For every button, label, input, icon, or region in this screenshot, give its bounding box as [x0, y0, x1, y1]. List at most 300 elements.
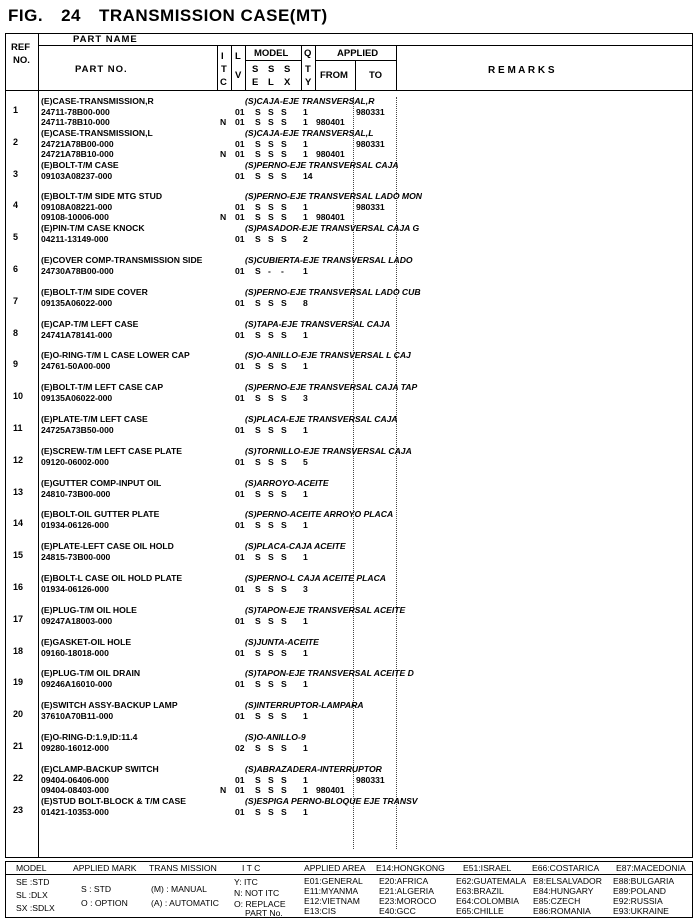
- qty-value: 14: [303, 170, 313, 181]
- ref-number: 23: [13, 804, 24, 815]
- area-code: E87:MACEDONIA: [616, 863, 686, 873]
- model-sx-value: S: [281, 425, 287, 435]
- part-number: 24810-73B00-000: [41, 488, 111, 499]
- part-number: 37610A70B11-000: [41, 711, 114, 722]
- area-code: E11:MYANMA: [304, 886, 359, 896]
- area-code: E8:ELSALVADOR: [533, 876, 602, 886]
- part-number: 09247A18003-000: [41, 615, 113, 626]
- model-sx-value: S: [281, 743, 287, 753]
- area-code: E62:GUATEMALA: [456, 876, 527, 886]
- part-number: 09404-06406-000: [41, 774, 109, 785]
- model-sl-value: S: [268, 170, 274, 181]
- model-sl-value: S: [268, 711, 274, 722]
- part-name-spanish: (S)INTERRUPTOR-LAMPARA: [245, 700, 364, 711]
- lv-value: 01: [235, 202, 245, 213]
- ref-number: 11: [13, 423, 23, 433]
- part-name-english: (E)COVER COMP-TRANSMISSION SIDE: [41, 255, 203, 265]
- part-name-english: (E)CLAMP-BACKUP SWITCH: [41, 763, 159, 774]
- part-line: [41, 520, 681, 531]
- model-sl-value: -: [268, 266, 271, 276]
- part-number: 24730A78B00-000: [41, 266, 114, 276]
- part-line: [41, 393, 681, 404]
- model-sl-value: S: [268, 743, 274, 753]
- area-code: E64:COLOMBIA: [456, 896, 520, 906]
- area-code: E86:ROMANIA: [533, 906, 591, 916]
- applied-from: 980401: [316, 784, 345, 795]
- table-row: [5, 129, 693, 161]
- table-row: [5, 542, 693, 574]
- model-se-value: S: [255, 425, 261, 435]
- table-row: [5, 288, 693, 320]
- ref-number: 19: [13, 677, 24, 688]
- lv-value: 01: [235, 615, 245, 626]
- figure-label: FIG.: [8, 6, 44, 25]
- ref-number: 18: [13, 645, 24, 656]
- qty-value: 1: [303, 212, 308, 223]
- part-line: [41, 711, 681, 722]
- part-number: 09280-16012-000: [41, 743, 109, 753]
- model-sl-value: S: [268, 234, 274, 245]
- model-sx-value: S: [281, 679, 287, 690]
- ref-number: 17: [13, 613, 24, 624]
- ref-number: 8: [13, 327, 19, 338]
- part-number: 24711-78B00-000: [41, 107, 110, 117]
- model-se-value: S: [255, 784, 261, 795]
- qty-value: 1: [303, 647, 308, 658]
- part-name-spanish: (S)ESPIGA PERNO-BLOQUE EJE TRANSV: [245, 795, 418, 806]
- ref-number: 6: [13, 264, 19, 274]
- part-number: 09103A08237-000: [41, 170, 113, 181]
- qty-value: 1: [303, 488, 308, 499]
- model-sl-value: S: [268, 425, 274, 435]
- lv-value: 01: [235, 107, 245, 117]
- qty-value: 1: [303, 202, 308, 213]
- ref-number: 21: [13, 741, 24, 751]
- applied-header: APPLIED: [337, 48, 379, 59]
- part-name-spanish: (S)PERNO-EJE TRANSVERSAL CAJA: [245, 159, 399, 170]
- part-line: [41, 212, 681, 223]
- model-sx-value: S: [281, 117, 287, 127]
- itc-value: N: [220, 784, 227, 795]
- applied-to: 980331: [356, 202, 385, 213]
- area-code: E12:VIETNAM: [304, 896, 360, 906]
- part-number: 24721A78B00-000: [41, 138, 114, 149]
- model-sl-value: S: [268, 806, 274, 817]
- model-se-value: S: [255, 552, 261, 563]
- ref-number: 2: [13, 136, 19, 147]
- part-number: 09160-18018-000: [41, 647, 109, 658]
- model-se-value: S: [255, 488, 261, 499]
- model-sl-value: S: [268, 488, 274, 499]
- part-name-english: (E)O-RING-D:1.9,ID:11.4: [41, 732, 138, 742]
- lv-value: 01: [235, 679, 245, 690]
- lv-value: 01: [235, 297, 245, 308]
- part-line: [41, 648, 681, 659]
- qty-value: 1: [303, 361, 308, 372]
- legend-mark-std: S : STD: [81, 884, 112, 894]
- model-sx-value: S: [281, 584, 287, 594]
- part-line: [41, 489, 681, 500]
- table-row: [5, 383, 693, 415]
- ref-number: 10: [13, 391, 24, 402]
- lv-header-2: V: [235, 70, 242, 81]
- part-name-spanish: (S)PASADOR-EJE TRANSVERSAL CAJA G: [245, 223, 420, 234]
- table-row: [5, 97, 693, 129]
- lv-value: 01: [235, 774, 245, 785]
- area-code: E51:ISRAEL: [463, 863, 512, 873]
- part-number: 09108A08221-000: [41, 202, 113, 213]
- part-name-english: (E)SWITCH ASSY-BACKUP LAMP: [41, 700, 178, 711]
- model-sl-value: S: [268, 329, 274, 340]
- applied-from: 980401: [316, 148, 345, 159]
- qty-header-1: Q: [304, 48, 312, 59]
- applied-to: 980331: [356, 774, 385, 785]
- lv-value: 01: [235, 138, 245, 149]
- part-name-english: (E)PLUG-T/M OIL DRAIN: [41, 668, 141, 679]
- lv-value: 01: [235, 520, 245, 531]
- legend-model-sl: SL :DLX: [16, 890, 48, 900]
- qty-value: 3: [303, 584, 308, 594]
- qty-value: 1: [303, 117, 308, 127]
- part-name-spanish: (S)TORNILLO-EJE TRANSVERSAL CAJA: [245, 445, 412, 456]
- lv-value: 01: [235, 711, 245, 722]
- model-sl-value: S: [268, 138, 274, 149]
- part-name-english: (E)BOLT-T/M SIDE MTG STUD: [41, 191, 163, 202]
- figure-title: [8, 6, 328, 26]
- ref-number: 5: [13, 232, 19, 243]
- applied-from: 980401: [316, 117, 345, 127]
- table-row: [5, 510, 693, 542]
- legend-itc-o: O: REPLACE: [234, 899, 286, 909]
- model-sl-value: S: [268, 212, 274, 223]
- remarks-header: R E M A R K S: [488, 65, 555, 76]
- model-sx-value: S: [281, 361, 287, 372]
- legend-trans-header: TRANS MISSION: [149, 863, 217, 873]
- model-sl-value: S: [268, 784, 274, 795]
- area-code: E20:AFRICA: [379, 876, 429, 886]
- area-code: E89:POLAND: [613, 886, 667, 896]
- qty-value: 3: [303, 393, 308, 404]
- qty-header-2: T: [305, 64, 311, 75]
- part-name-spanish: (S)ARROYO-ACEITE: [245, 477, 329, 488]
- part-line: [41, 234, 681, 245]
- table-row: [5, 669, 693, 701]
- ref-number: 16: [13, 582, 24, 592]
- part-name-english: (E)BOLT-L CASE OIL HOLD PLATE: [41, 573, 183, 583]
- model-sl-value: S: [268, 297, 274, 308]
- itc-header-3: C: [220, 77, 227, 88]
- part-line: [41, 457, 681, 468]
- part-line: [41, 679, 681, 690]
- part-name-english: (E)STUD BOLT-BLOCK & T/M CASE: [41, 795, 186, 806]
- itc-header-2: T: [221, 64, 227, 75]
- model-se-2: E: [252, 77, 259, 88]
- lv-value: 01: [235, 456, 245, 467]
- table-row: [5, 320, 693, 352]
- area-code: E21:ALGERIA: [379, 886, 434, 896]
- applied-from: 980401: [316, 212, 345, 223]
- model-sx-value: S: [281, 774, 287, 785]
- part-name-spanish: (S)O-ANILLO-EJE TRANSVERSAL L CAJ: [245, 350, 411, 361]
- model-sl-value: S: [268, 393, 274, 404]
- model-se-value: S: [255, 774, 261, 785]
- lv-value: 01: [235, 234, 245, 245]
- model-sx-2: X: [284, 77, 291, 88]
- model-sl-2: L: [268, 77, 274, 88]
- itc-value: N: [220, 148, 227, 159]
- model-se-value: S: [255, 679, 261, 690]
- model-sl-value: S: [268, 361, 274, 372]
- table-row: [5, 701, 693, 733]
- lv-value: 02: [235, 743, 245, 753]
- model-se-value: S: [255, 615, 261, 626]
- itc-header-1: I: [221, 51, 224, 62]
- part-line: [41, 266, 681, 277]
- lv-value: 01: [235, 552, 245, 563]
- table-row: [5, 765, 693, 797]
- table-row: [5, 256, 693, 288]
- lv-value: 01: [235, 266, 245, 276]
- part-line: [41, 616, 681, 627]
- model-sx-value: S: [281, 202, 287, 213]
- ref-number: 22: [13, 772, 24, 783]
- legend-itc-partno: PART No.: [245, 908, 283, 918]
- lv-header-1: L: [235, 51, 241, 62]
- area-code: E01:GENERAL: [304, 876, 363, 886]
- qty-value: 1: [303, 806, 308, 817]
- legend-trans-manual: (M) : MANUAL: [151, 884, 207, 894]
- part-name-spanish: (S)TAPON-EJE TRANSVERSAL ACEITE D: [245, 668, 414, 679]
- legend-model-sx: SX :SDLX: [16, 903, 55, 913]
- to-header: TO: [369, 70, 383, 81]
- lv-value: 01: [235, 488, 245, 499]
- figure-number: 24: [61, 6, 81, 25]
- model-se-value: S: [255, 520, 261, 531]
- legend-itc-y: Y: ITC: [234, 877, 258, 887]
- part-number: 01421-10353-000: [41, 806, 109, 817]
- model-sx-value: S: [281, 297, 287, 308]
- part-number: 24761-50A00-000: [41, 361, 111, 372]
- legend-itc-n: N: NOT ITC: [234, 888, 280, 898]
- model-se-value: S: [255, 647, 261, 658]
- applied-to: 980331: [356, 107, 385, 117]
- qty-header-3: Y: [305, 77, 312, 88]
- itc-value: N: [220, 212, 227, 223]
- part-name-spanish: (S)PERNO-L CAJA ACEITE PLACA: [245, 573, 387, 583]
- part-line: [41, 425, 681, 436]
- model-se-value: S: [255, 148, 261, 159]
- table-row: [5, 733, 693, 765]
- qty-value: 1: [303, 774, 308, 785]
- model-header: MODEL: [254, 48, 289, 59]
- model-sx-value: S: [281, 806, 287, 817]
- area-code: E65:CHILLE: [456, 906, 504, 916]
- model-sx-value: S: [281, 107, 287, 117]
- model-sl-value: S: [268, 552, 274, 563]
- part-line: [41, 117, 681, 128]
- model-sl-value: S: [268, 117, 274, 127]
- model-sx-value: S: [281, 711, 287, 722]
- qty-value: 8: [303, 297, 308, 308]
- qty-value: 2: [303, 234, 308, 245]
- model-se-value: S: [255, 117, 261, 127]
- part-name-spanish: (S)TAPA-EJE TRANSVERSAL CAJA: [245, 318, 391, 329]
- model-se-value: S: [255, 107, 261, 117]
- part-name-english: (E)O-RING-T/M L CASE LOWER CAP: [41, 350, 190, 361]
- legend-applied-mark-header: APPLIED MARK: [73, 863, 137, 873]
- model-se-value: S: [255, 806, 261, 817]
- area-code: E88:BULGARIA: [613, 876, 675, 886]
- model-sx-value: S: [281, 647, 287, 658]
- area-code: E13:CIS: [304, 906, 337, 916]
- part-number: 09120-06002-000: [41, 456, 109, 467]
- ref-number: 4: [13, 200, 19, 211]
- part-line: [41, 785, 681, 796]
- part-line: [41, 298, 681, 309]
- model-sl-value: S: [268, 774, 274, 785]
- part-number: 24711-78B10-000: [41, 117, 110, 127]
- model-sl-value: S: [268, 202, 274, 213]
- qty-value: 1: [303, 148, 308, 159]
- model-sl-value: S: [268, 647, 274, 658]
- table-row: [5, 161, 693, 193]
- model-se-value: S: [255, 266, 261, 276]
- legend-model-se: SE :STD: [16, 877, 50, 887]
- legend-area-header: APPLIED AREA: [304, 863, 366, 873]
- part-name-english: (E)BOLT-T/M LEFT CASE CAP: [41, 382, 164, 393]
- part-name-spanish: (S)PERNO-EJE TRANSVERSAL CAJA TAP: [245, 382, 418, 393]
- legend-trans-automatic: (A) : AUTOMATIC: [151, 898, 219, 908]
- qty-value: 1: [303, 425, 308, 435]
- model-sl-value: S: [268, 456, 274, 467]
- model-sl-value: S: [268, 615, 274, 626]
- qty-value: 1: [303, 615, 308, 626]
- table-row: [5, 224, 693, 256]
- model-sx-value: S: [281, 784, 287, 795]
- model-se-value: S: [255, 329, 261, 340]
- table-row: [5, 606, 693, 638]
- part-name-spanish: (S)PERNO-EJE TRANSVERSAL LADO MON: [245, 191, 422, 202]
- part-number: 01934-06126-000: [41, 584, 109, 594]
- part-name-spanish: (S)ABRAZADERA-INTERRUPTOR: [245, 763, 382, 774]
- part-name-spanish: (S)TAPON-EJE TRANSVERSAL ACEITE: [245, 604, 406, 615]
- part-name-english: (E)BOLT-T/M CASE: [41, 159, 119, 170]
- model-sx-value: S: [281, 615, 287, 626]
- model-se-value: S: [255, 138, 261, 149]
- part-number: 09404-08403-000: [41, 784, 109, 795]
- part-number: 04211-13149-000: [41, 234, 109, 245]
- legend-model-header: MODEL: [16, 863, 47, 873]
- part-line: [41, 584, 681, 595]
- area-code: E23:MOROCO: [379, 896, 437, 906]
- table-row: [5, 574, 693, 606]
- no-header: NO.: [13, 55, 30, 66]
- model-se-value: S: [255, 393, 261, 404]
- ref-number: 9: [13, 359, 19, 370]
- lv-value: 01: [235, 361, 245, 372]
- part-line: [41, 171, 681, 182]
- model-sx-value: S: [281, 520, 287, 531]
- model-sx-value: S: [281, 234, 287, 245]
- lv-value: 01: [235, 425, 245, 435]
- model-sx-value: S: [281, 456, 287, 467]
- model-se-value: S: [255, 743, 261, 753]
- part-number: 24815-73B00-000: [41, 552, 111, 563]
- model-se-value: S: [255, 212, 261, 223]
- model-sx-value: -: [281, 266, 284, 276]
- part-line: [41, 149, 681, 160]
- area-code: E93:UKRAINE: [613, 906, 669, 916]
- table-row: [5, 447, 693, 479]
- model-sx-value: S: [281, 393, 287, 404]
- part-name-english: (E)PLATE-LEFT CASE OIL HOLD: [41, 541, 174, 552]
- qty-value: 1: [303, 107, 308, 117]
- model-sx-value: S: [281, 488, 287, 499]
- lv-value: 01: [235, 329, 245, 340]
- qty-value: 1: [303, 266, 308, 276]
- lv-value: 01: [235, 806, 245, 817]
- ref-header: REF: [11, 42, 30, 53]
- part-name-english: (E)PLATE-T/M LEFT CASE: [41, 414, 148, 424]
- lv-value: 01: [235, 647, 245, 658]
- part-name-english: (E)CASE-TRANSMISSION,R: [41, 96, 154, 106]
- legend-mark-option: O : OPTION: [81, 898, 128, 908]
- qty-value: 1: [303, 743, 308, 753]
- part-line: [41, 552, 681, 563]
- table-row: [5, 192, 693, 224]
- model-sx-1: S: [284, 64, 291, 75]
- itc-value: N: [220, 117, 227, 127]
- model-sx-value: S: [281, 138, 287, 149]
- part-name-english: (E)SCREW-T/M LEFT CASE PLATE: [41, 445, 182, 456]
- ref-number: 20: [13, 709, 24, 720]
- part-name-spanish: (S)PERNO-EJE TRANSVERSAL LADO CUB: [245, 286, 421, 297]
- part-number: 09108-10006-000: [41, 212, 109, 223]
- part-number: 24721A78B10-000: [41, 148, 114, 159]
- part-name-spanish: (S)PERNO-ACEITE ARROYO PLACA: [245, 509, 394, 520]
- model-se-value: S: [255, 456, 261, 467]
- model-se-value: S: [255, 297, 261, 308]
- model-sl-value: S: [268, 679, 274, 690]
- table-row: [5, 415, 693, 447]
- ref-number: 1: [13, 105, 19, 115]
- part-name-english: (E)BOLT-T/M SIDE COVER: [41, 286, 148, 297]
- area-code: E66:COSTARICA: [532, 863, 600, 873]
- lv-value: 01: [235, 212, 245, 223]
- part-number: 09135A06022-000: [41, 297, 113, 308]
- part-name-english: (E)GASKET-OIL HOLE: [41, 636, 132, 647]
- lv-value: 01: [235, 393, 245, 404]
- part-name-english: (E)CASE-TRANSMISSION,L: [41, 127, 153, 138]
- part-name-spanish: (S)CAJA-EJE TRANSVERSAL,R: [245, 96, 375, 106]
- model-sl-value: S: [268, 107, 274, 117]
- part-no-header: PART NO.: [75, 64, 128, 75]
- lv-value: 01: [235, 148, 245, 159]
- area-code: E85:CZECH: [533, 896, 581, 906]
- part-line: [41, 743, 681, 754]
- model-se-value: S: [255, 202, 261, 213]
- part-name-header: PART NAME: [73, 34, 138, 45]
- ref-number: 12: [13, 454, 24, 465]
- part-name-spanish: (S)CAJA-EJE TRANSVERSAL,L: [245, 127, 374, 138]
- part-name-english: (E)PIN-T/M CASE KNOCK: [41, 223, 145, 234]
- model-se-1: S: [252, 64, 259, 75]
- part-number: 09135A06022-000: [41, 393, 113, 404]
- model-sl-value: S: [268, 148, 274, 159]
- ref-number: 3: [13, 168, 19, 179]
- model-sx-value: S: [281, 170, 287, 181]
- qty-value: 1: [303, 552, 308, 563]
